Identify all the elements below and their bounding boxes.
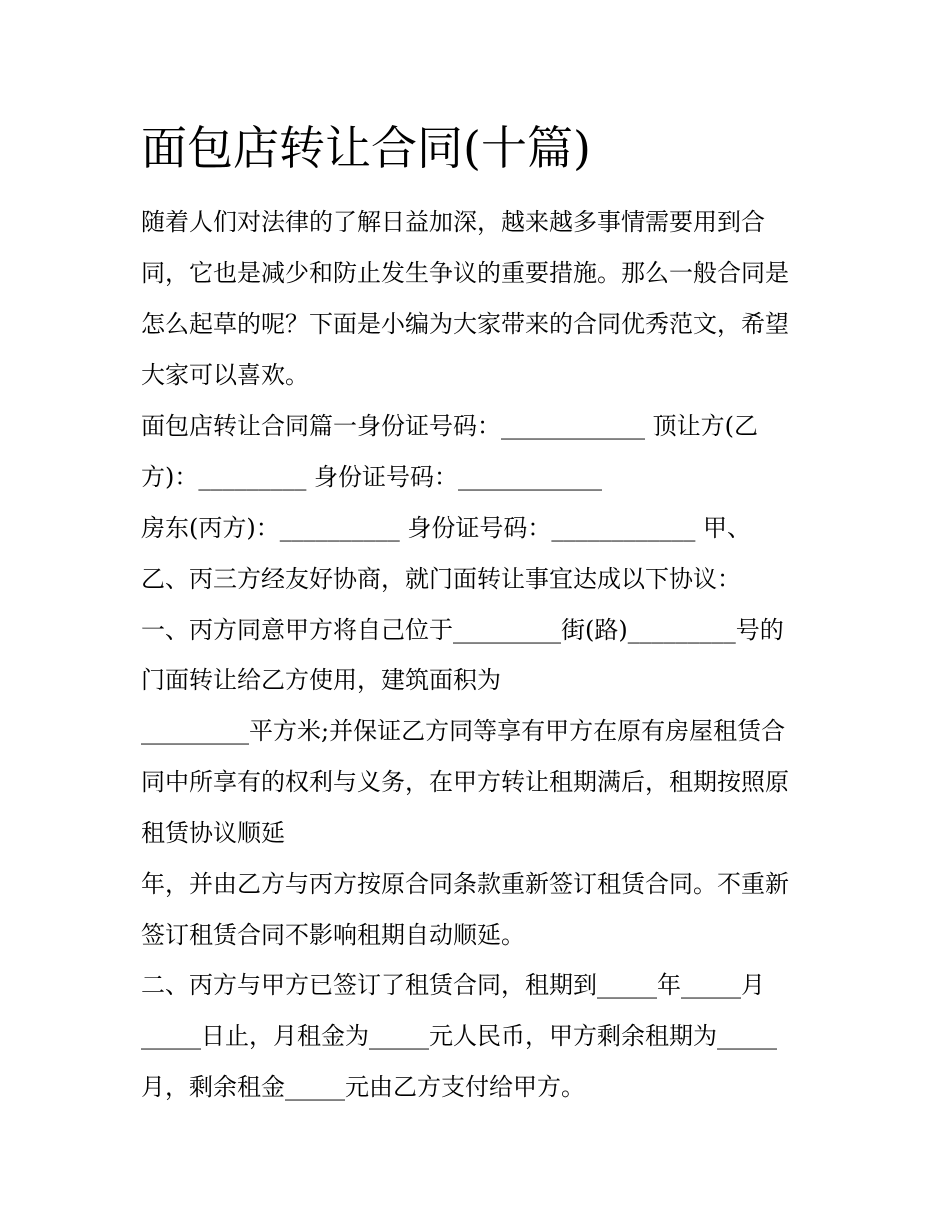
document-title: 面包店转让合同(十篇)	[141, 121, 591, 175]
paragraph-line: 月，剩余租金_____元由乙方支付给甲方。	[141, 1073, 585, 1101]
paragraph-line: 同中所享有的权利与义务，在甲方转让租期满后，租期按照原	[141, 768, 789, 796]
paragraph-line: 门面转让给乙方使用，建筑面积为	[141, 666, 501, 694]
paragraph-line: 大家可以喜欢。	[141, 361, 309, 389]
paragraph-line: 同，它也是减少和防止发生争议的重要措施。那么一般合同是	[141, 259, 789, 287]
paragraph-line: 方)：_________ 身份证号码：____________	[141, 463, 602, 491]
paragraph-line: _________平方米;并保证乙方同等享有甲方在原有房屋租赁合	[141, 717, 786, 745]
paragraph-line: 随着人们对法律的了解日益加深，越来越多事情需要用到合	[141, 208, 765, 236]
paragraph-line: 房东(丙方)：__________ 身份证号码：____________ 甲、	[141, 514, 751, 542]
paragraph-line: 乙、丙三方经友好协商，就门面转让事宜达成以下协议：	[141, 565, 741, 593]
paragraph-line: 签订租赁合同不影响租期自动顺延。	[141, 921, 525, 949]
paragraph-line: 年，并由乙方与丙方按原合同条款重新签订租赁合同。不重新	[141, 870, 789, 898]
paragraph-line: 一、丙方同意甲方将自己位于_________街(路)_________号的	[141, 616, 784, 644]
paragraph-line: 二、丙方与甲方已签订了租赁合同，租期到_____年_____月	[141, 971, 765, 999]
paragraph-line: 租赁协议顺延	[141, 819, 285, 847]
paragraph-line: 怎么起草的呢？下面是小编为大家带来的合同优秀范文，希望	[141, 310, 789, 338]
paragraph-line: 面包店转让合同篇一身份证号码：____________ 顶让方(乙	[141, 412, 758, 440]
paragraph-line: _____日止，月租金为_____元人民币，甲方剩余租期为_____	[141, 1022, 777, 1050]
